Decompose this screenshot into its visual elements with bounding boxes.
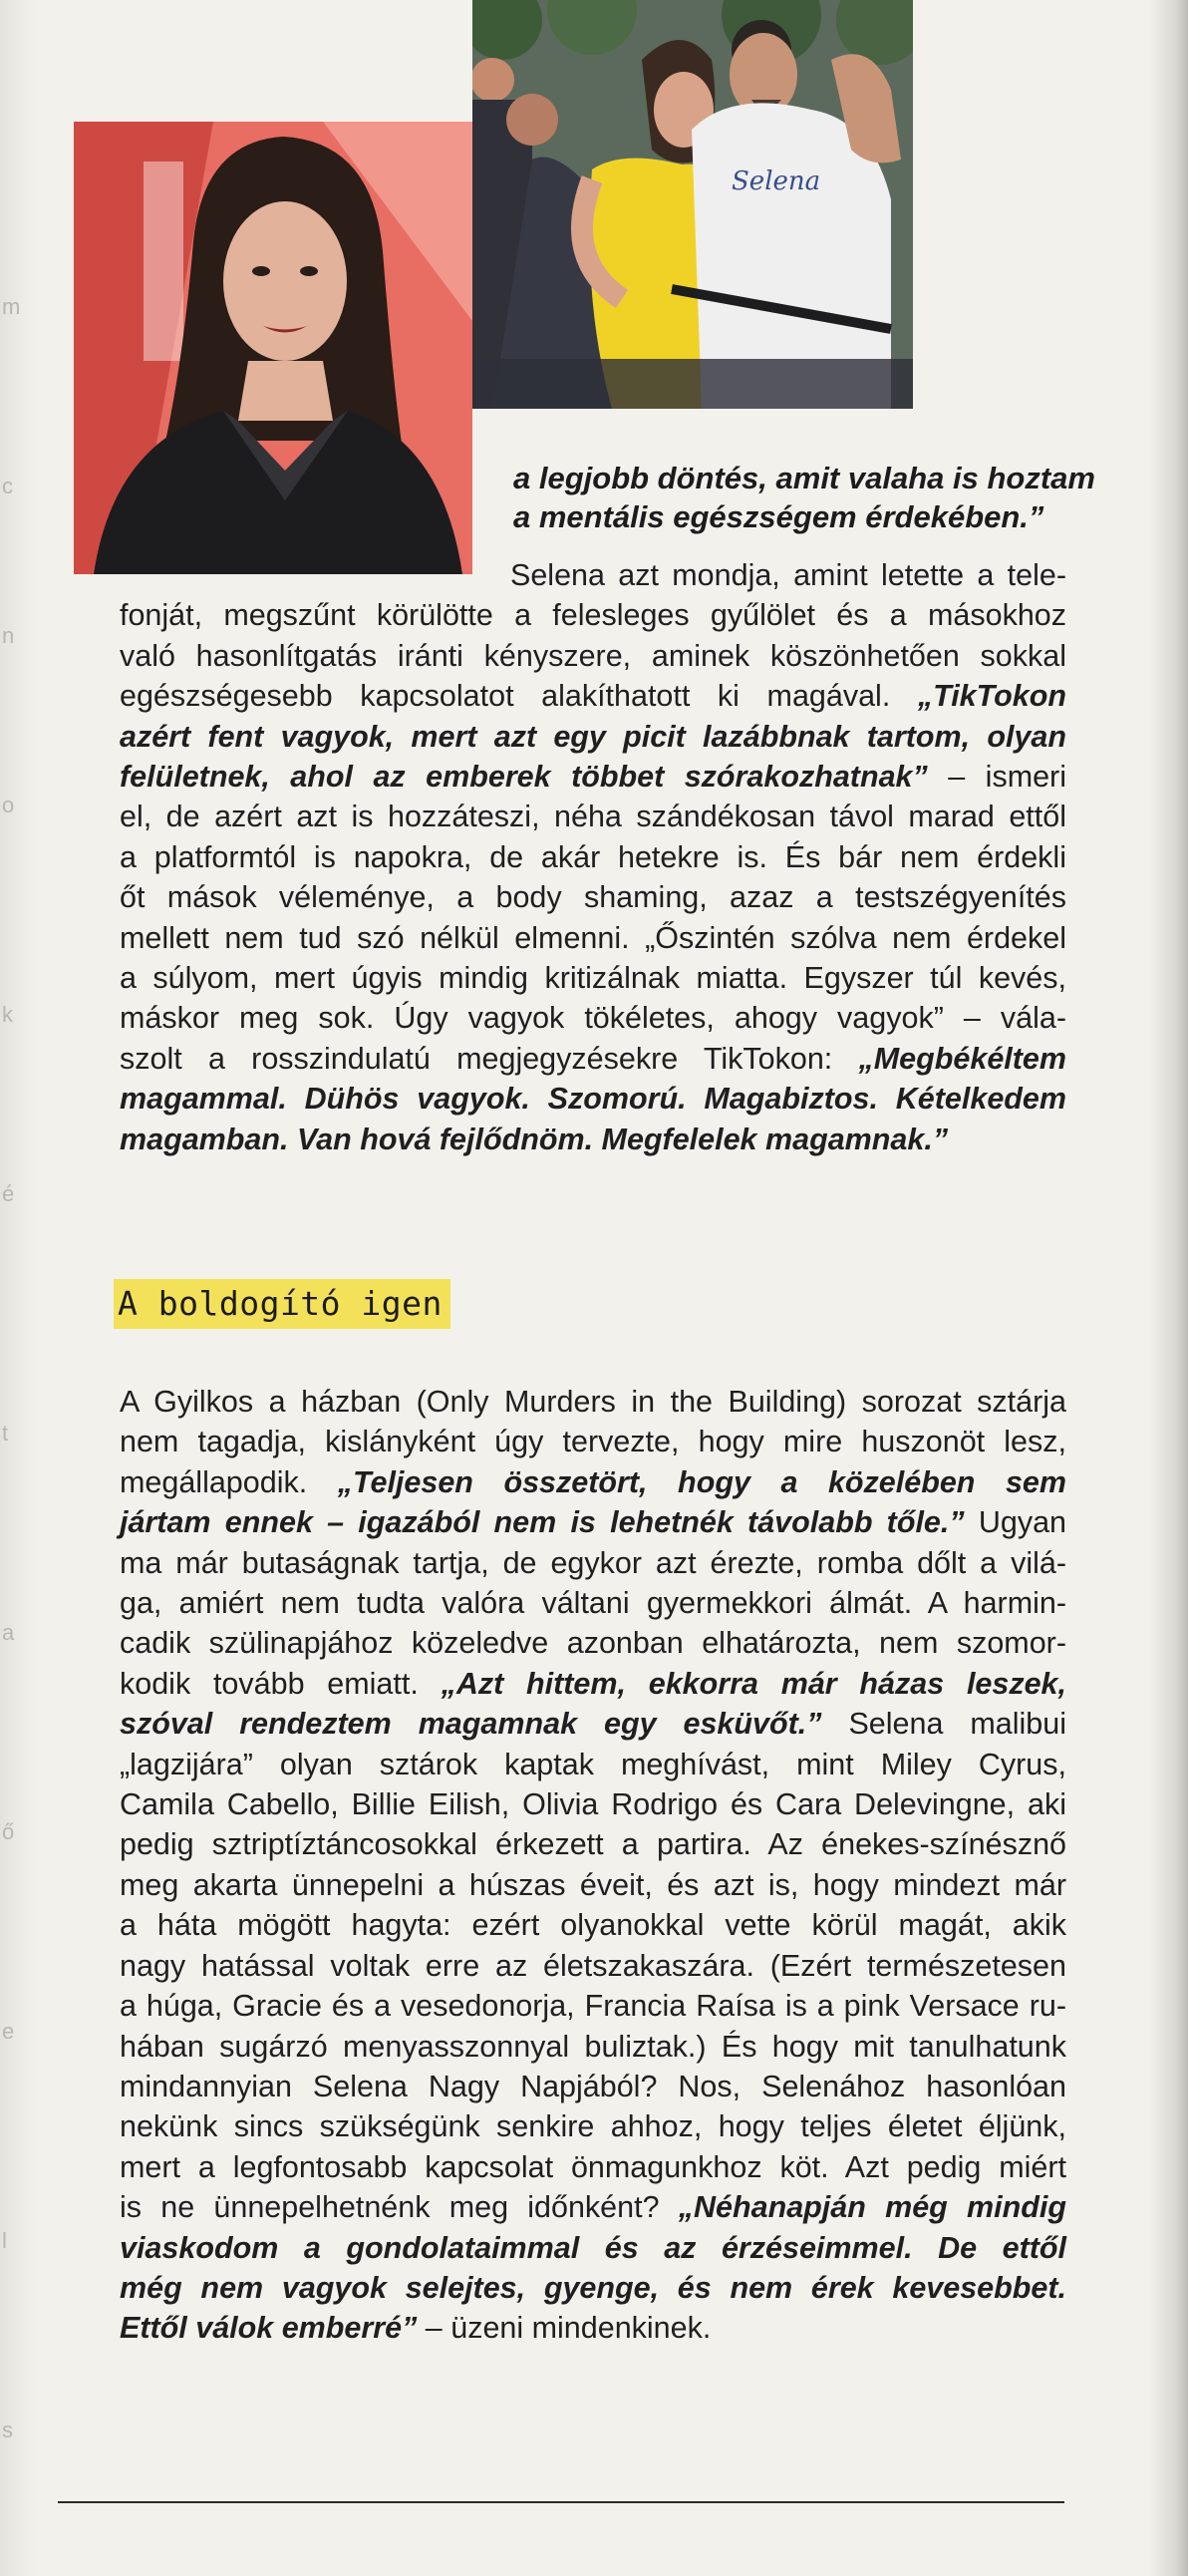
bleed-fragment: é (2, 1181, 15, 1206)
text-line (120, 918, 1066, 958)
text-line (120, 555, 1066, 595)
body-text: mellett nem tud szó nélkül elmenni. „Őszintén szólva nem érdekel (120, 920, 1066, 955)
text-line (120, 2308, 1066, 2348)
quote-text: „Néhanapján még mindig (678, 2190, 1066, 2225)
text-line (120, 2147, 1066, 2187)
text-line (120, 877, 1066, 917)
text-line (120, 1039, 1066, 1079)
text-line (120, 1543, 1066, 1583)
quote-text: szóval rendeztem magamnak egy esküvőt.” (120, 1707, 822, 1742)
bleed-fragment: c (2, 474, 13, 498)
quote-text: még nem vagyok selejtes, gyenge, és nem érek kevesebbet. (120, 2270, 1066, 2305)
text-line (120, 1120, 1066, 1159)
bleed-fragment: l (2, 2228, 7, 2253)
body-paragraph-2 (120, 1382, 1066, 2349)
portrait-photo-illustration (74, 122, 472, 574)
body-text: őt mások véleménye, a body shaming, azaz a testszégyenítés (120, 880, 1066, 915)
quote-text: „Azt hittem, ekkorra már házas leszek, (441, 1666, 1066, 1701)
text-line (120, 1422, 1066, 1461)
bleed-fragment: k (2, 1002, 13, 1027)
text-line (120, 2187, 1066, 2227)
text-line (120, 1623, 1066, 1663)
body-text: fonját, megszűnt körülötte a felesleges gyűlölet és a másokhoz (120, 598, 1066, 633)
bleed-fragment: t (2, 1421, 9, 1446)
body-text: ma már butaságnak tartja, de egykor azt érezte, romba dőlt a vilá- (120, 1545, 1066, 1580)
text-line (120, 1382, 1066, 1422)
quote-text: Ettől válok emberré” (120, 2311, 418, 2346)
portrait-photo (74, 122, 472, 574)
quote-text: „Megbékéltem (858, 1041, 1066, 1076)
body-text: szolt a rosszindulatú megjegyzésekre TikTokon: (120, 1041, 859, 1076)
text-line (120, 717, 1066, 757)
body-text: nem tagadja, kislányként úgy tervezte, hogy mire huszonöt lesz, (120, 1425, 1066, 1459)
body-text: való hasonlítgatás iránti kényszere, aminek köszönhetően sokkal (120, 638, 1066, 673)
body-text: a platformtól is napokra, de akár hetekre is. És bár nem érdekli (120, 839, 1066, 874)
text-line (120, 1784, 1066, 1824)
intro-quote-line: a mentális egészségem érdekében.” (513, 499, 1044, 534)
intro-quote (513, 459, 1095, 536)
text-line (120, 1745, 1066, 1784)
text-line (120, 1079, 1066, 1119)
text-line (120, 1865, 1066, 1905)
intro-quote-line: a legjobb döntés, amit valaha is hoztam (513, 461, 1095, 495)
body-text: is ne ünnepelhetnénk meg időnként? (120, 2190, 679, 2225)
quote-text: jártam ennek – igazából nem is lehetnék távolabb tőle.” (120, 1505, 965, 1540)
body-text: el, de azért azt is hozzáteszi, néha szándékosan távol marad ettől (120, 800, 1066, 834)
bleed-fragment: n (2, 623, 15, 648)
bleed-fragment: a (2, 1620, 15, 1645)
text-line (120, 2027, 1066, 2067)
body-text: nekünk sincs szükségünk senkire ahhoz, hogy teljes életet éljünk, (120, 2109, 1066, 2144)
body-paragraph-1 (120, 555, 1066, 1159)
text-line (120, 1824, 1066, 1864)
bleed-fragment: e (2, 2019, 15, 2044)
body-text: „lagzijára” olyan sztárok kaptak meghívást, mint Miley Cyrus, (120, 1747, 1066, 1781)
text-line (120, 1664, 1066, 1704)
text-line (120, 998, 1066, 1038)
body-text: mindannyian Selena Nagy Napjából? Nos, Selenához hasonlóan (120, 2069, 1066, 2103)
bleed-fragment: o (2, 793, 15, 817)
body-text: – üzeni mindenkinek. (417, 2311, 712, 2346)
quote-text: azért fent vagyok, mert azt egy picit lazábbnak tartom, olyan (120, 719, 1066, 754)
text-line (120, 1502, 1066, 1542)
tshirt-text: Selena (732, 166, 821, 196)
body-text: a súlyom, mert úgyis mindig kritizálnak miatta. Egyszer túl kevés, (120, 961, 1066, 996)
body-text: hában sugárzó menyasszonnyal buliztak.) És hogy mit tanulhatunk (120, 2029, 1066, 2064)
text-line (120, 2268, 1066, 2308)
bleed-fragment: ő (2, 1819, 15, 1844)
text-line (120, 2067, 1066, 2106)
body-text: Ugyan (964, 1505, 1067, 1540)
body-text: Camila Cabello, Billie Eilish, Olivia Rodrigo és Cara Delevingne, aki (120, 1787, 1066, 1822)
body-text: a húga, Gracie és a vesedonorja, Francia Raísa is a pink Versace ru- (120, 1989, 1066, 2024)
body-text: egészségesebb kapcsolatot alakíthatott ki magával. (120, 679, 918, 714)
body-text: A Gyilkos a házban (Only Murders in the Building) sorozat sztárja (120, 1385, 1066, 1419)
crowd-photo-illustration (472, 0, 913, 409)
body-text: nagy hatással voltak erre az életszakaszára. (Ezért természetesen (120, 1948, 1066, 1983)
quote-text: viaskodom a gondolataimmal és az érzéseimmel. De ettől (120, 2230, 1066, 2265)
text-line (120, 1946, 1066, 1986)
body-text: – ismeri (927, 760, 1066, 795)
bottom-rule (58, 2501, 1064, 2503)
body-text: kodik tovább emiatt. (120, 1666, 442, 1701)
bleed-fragment: s (2, 2417, 13, 2442)
section-heading: A boldogító igen (114, 1279, 450, 1329)
text-line (120, 595, 1066, 635)
body-text: megállapodik. (120, 1464, 338, 1499)
text-line (120, 958, 1066, 998)
text-line (120, 1462, 1066, 1502)
body-text: ga, amiért nem tudta valóra váltani gyermekkori álmát. A harmin- (120, 1586, 1066, 1621)
quote-text: magammal. Dühös vagyok. Szomorú. Magabiztos. Kételkedem (120, 1082, 1066, 1117)
body-text: meg akarta ünnepelni a húszas éveit, és azt is, hogy mindezt már (120, 1867, 1066, 1902)
bleed-fragment: m (2, 294, 21, 319)
body-text: pedig sztriptíztáncosokkal érkezett a partira. Az énekes-színésznő (120, 1827, 1066, 1862)
body-text: a háta mögött hagyta: ezért olyanokkal vette körül magát, akik (120, 1908, 1066, 1943)
text-line (120, 1986, 1066, 2026)
body-text: Selena malibui (821, 1707, 1066, 1742)
text-line (120, 837, 1066, 877)
text-line (120, 1905, 1066, 1945)
body-text: máskor meg sok. Úgy vagyok tökéletes, ahogy vagyok” – vála- (120, 1001, 1066, 1036)
text-line (120, 2106, 1066, 2146)
page-gutter-right (1148, 0, 1188, 2576)
text-line (120, 636, 1066, 676)
text-line (120, 676, 1066, 716)
crowd-photo (472, 0, 913, 409)
quote-text: magamban. Van hová fejlődnöm. Megfelelek magamnak.” (120, 1122, 949, 1156)
quote-text: „TikTokon (917, 679, 1066, 714)
quote-text: „Teljesen összetört, hogy a közelében sem (337, 1464, 1067, 1499)
page-gutter-left (0, 0, 40, 2576)
body-text: Selena azt mondja, amint letette a tele- (510, 558, 1066, 592)
body-text: cadik szülinapjához közeledve azonban elhatározta, nem szomor- (120, 1626, 1066, 1661)
text-line (120, 1704, 1066, 1744)
text-line (120, 757, 1066, 797)
quote-text: felületnek, ahol az emberek többet szórakozhatnak” (120, 760, 928, 795)
text-line (120, 2228, 1066, 2268)
text-line (120, 1583, 1066, 1623)
text-line (120, 797, 1066, 836)
body-text: mert a legfontosabb kapcsolat önmagunkhoz köt. Azt pedig miért (120, 2149, 1066, 2184)
